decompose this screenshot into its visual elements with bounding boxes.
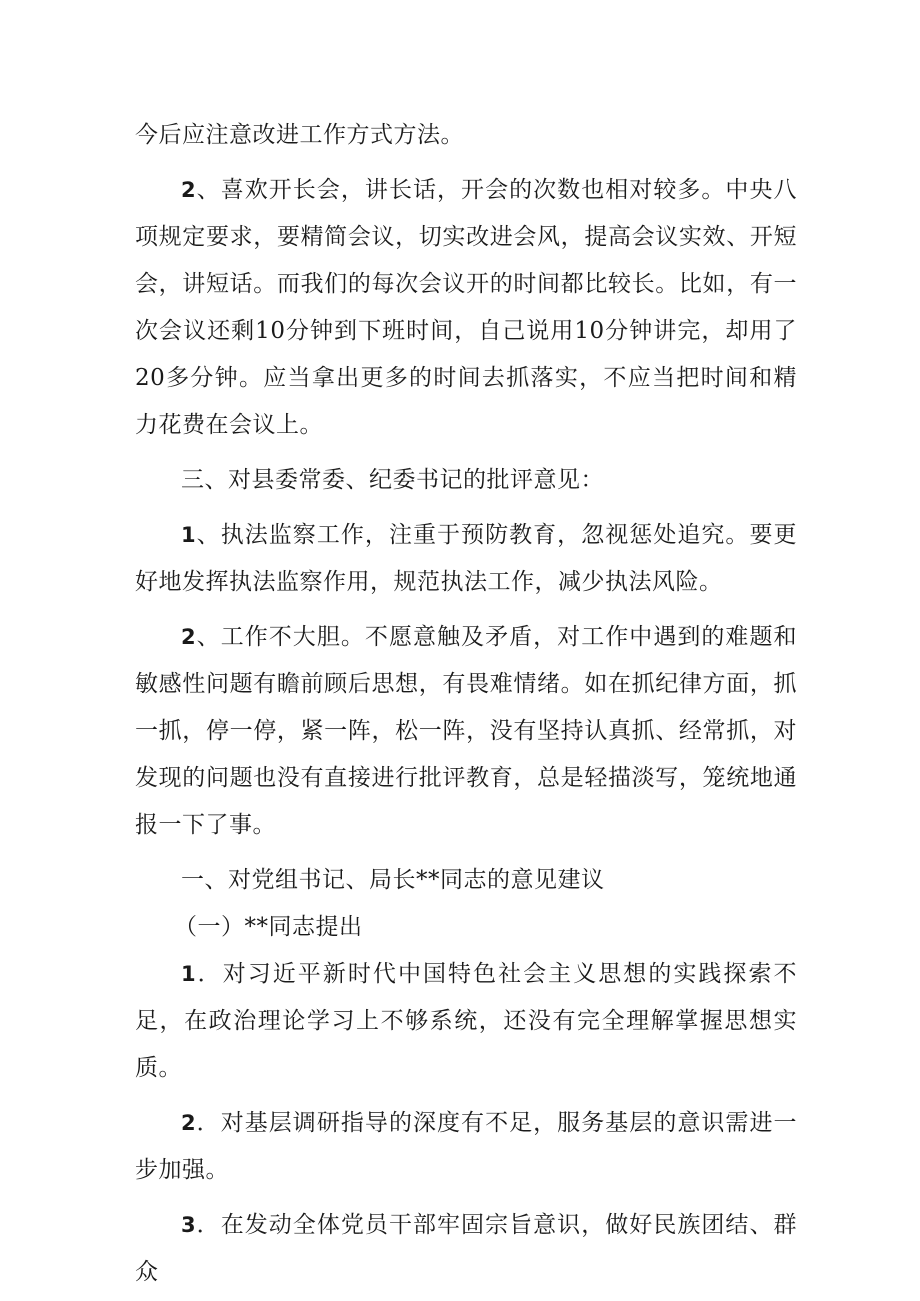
paragraph-item-2-boldness [135, 614, 797, 849]
subsection-heading [135, 904, 797, 951]
paragraph-item-1-theory [135, 951, 797, 1092]
item-number: 2 [181, 178, 197, 202]
heading-text: 一、对党组书记、局长**同志的意见建议 [181, 867, 605, 893]
item-number: 1 [181, 962, 197, 986]
paragraph-text: 、工作不大胆。不愿意触及矛盾，对工作中遇到的难题和敏感性问题有瞻前顾后思想，有畏难情绪。如在抓纪律方面，抓一抓，停一停，紧一阵，松一阵，没有坚持认真抓、经常抓，对发现的问题也没有直接进行批评教育，总是轻描淡写，笼统地通报一下了事。 [135, 624, 797, 838]
paragraph-text: 、执法监察工作，注重于预防教育，忽视惩处追究。要更好地发挥执法监察作用，规范执法工作，减少执法风险。 [135, 522, 797, 595]
paragraph-continuation [135, 112, 797, 159]
paragraph-item-2-research [135, 1100, 797, 1194]
item-number: 1 [181, 523, 197, 547]
heading-text: 三、对县委常委、纪委书记的批评意见： [181, 467, 604, 493]
paragraph-text: ．对习近平新时代中国特色社会主义思想的实践探索不足，在政治理论学习上不够系统，还没有完全理解掌握思想实质。 [135, 961, 797, 1081]
section-heading-3 [135, 457, 797, 504]
item-number: 2 [181, 625, 197, 649]
item-number: 2 [181, 1111, 197, 1135]
document-body [135, 112, 797, 1296]
paragraph-text: 今后应注意改进工作方式方法。 [135, 122, 464, 148]
item-number: 3 [181, 1213, 197, 1237]
paragraph-text: 、喜欢开长会，讲长话，开会的次数也相对较多。中央八项规定要求，要精简会议，切实改进会风，提高会议实效、开短会，讲短话。而我们的每次会议开的时间都比较长。比如，有一次会议还剩10分钟到下班时间，自己说用10分钟讲完，却用了20多分钟。应当拿出更多的时间去抓落实，不应当把时间和精力花费在会议上。 [135, 177, 797, 438]
paragraph-text: ．对基层调研指导的深度有不足，服务基层的意识需进一步加强。 [135, 1110, 797, 1183]
subheading-text: （一）**同志提出 [174, 914, 363, 940]
paragraph-text: ．在发动全体党员干部牢固宗旨意识，做好民族团结、群众 [135, 1212, 797, 1285]
paragraph-item-2-meetings [135, 167, 797, 449]
section-heading-1 [135, 857, 797, 904]
paragraph-item-3-mobilize [135, 1202, 797, 1296]
paragraph-item-1-supervision [135, 512, 797, 606]
